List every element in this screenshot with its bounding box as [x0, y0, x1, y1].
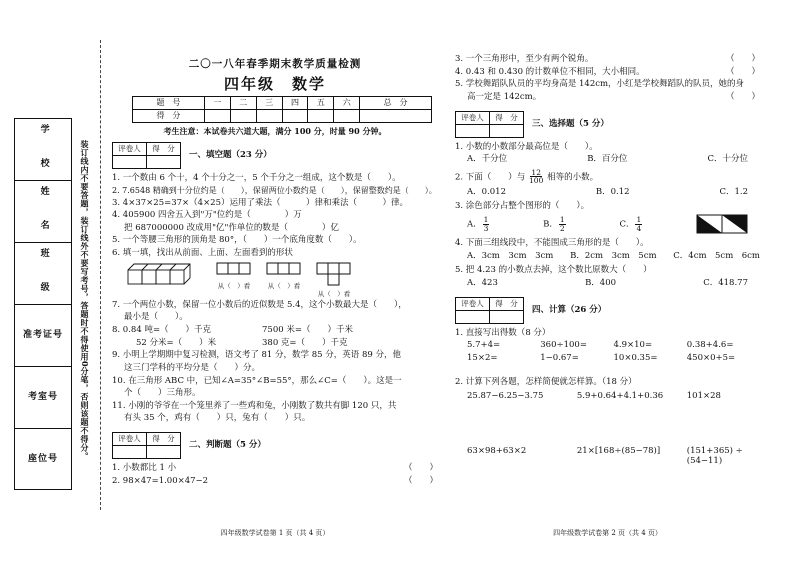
- judge-question: 1. 小数都比 1 小 （ ）: [112, 463, 438, 473]
- score-cell[interactable]: [256, 109, 282, 122]
- judge-question: 2. 98×47=1.00×47−2 （ ）: [112, 475, 438, 486]
- binding-dashed-line: [100, 40, 101, 510]
- option[interactable]: B．0.12: [595, 186, 630, 197]
- cube-figure: [126, 262, 202, 298]
- grader-table: 评卷人 得 分: [455, 111, 524, 138]
- option[interactable]: B．400: [585, 277, 617, 288]
- question: 4. 405900 四舍五入到"万"位约是（ ）万: [112, 210, 302, 221]
- answer-paren[interactable]: （ ）: [725, 54, 760, 64]
- calc-row: 25.87−6.25−3.75 5.9+0.64+4.1+0.36 101×28: [467, 391, 721, 401]
- score-cell[interactable]: [204, 109, 230, 122]
- question-cont: 个（ ）三角形。: [124, 388, 201, 399]
- binding-field-seat[interactable]: 座位号: [27, 454, 58, 465]
- option[interactable]: A．0.012: [467, 186, 506, 197]
- section-2-header: [112, 432, 438, 459]
- score-header-cell: 五: [308, 96, 334, 109]
- score-row-label: 得 分: [133, 109, 205, 122]
- option[interactable]: A．423: [467, 277, 498, 288]
- question: 2. 7.6548 精确到十分位约是（ ），保留两位小数约是（ ），保留整数约是（ ）。: [112, 185, 437, 195]
- score-cell[interactable]: [308, 109, 334, 122]
- exam-title: 二〇一八年春季期末教学质量检测: [188, 58, 362, 70]
- question-cont: 52 分米=（ ）米 380 克=（ ）千克: [136, 337, 348, 348]
- section-1-header: [112, 142, 438, 169]
- grader-table: 评卷人 得 分: [455, 297, 524, 324]
- question: 9. 小明上学期期中复习检测，语文考了 81 分，数学 85 分，英语 89 分，他: [112, 350, 401, 361]
- option[interactable]: A．3cm 3cm 3cm: [467, 250, 554, 261]
- view-top: 从（ ）看: [266, 262, 302, 298]
- question: 7. 一个两位小数，保留一位小数后的近似数是 5.4，这个小数最大是（ ），: [112, 299, 407, 310]
- score-cell[interactable]: [360, 109, 432, 122]
- view-left: 从（ ）看: [316, 262, 352, 298]
- option[interactable]: C．418.77: [703, 277, 748, 288]
- option[interactable]: C．4cm 5cm 6cm: [673, 250, 760, 261]
- score-header-cell: 六: [334, 96, 360, 109]
- binding-info-table: [14, 118, 72, 490]
- calc-subheading: 2. 计算下列各题，怎样简便就怎样算。（18 分）: [455, 377, 637, 388]
- section-title: 四、计算（26 分）: [532, 304, 607, 315]
- judge-question: 5. 学校舞蹈队队员的平均身高是 142cm，小红是学校舞蹈队的队员，她的身: [455, 79, 745, 90]
- section-title: 二、判断题（5 分）: [189, 440, 266, 451]
- shaded-figure-icon: [696, 214, 748, 234]
- judge-question: 3. 一个三角形中，至少有两个锐角。 （ ）: [455, 54, 760, 64]
- page-footer: 四年级数学试卷第 1 页（共 4 页）: [220, 529, 330, 538]
- option[interactable]: B．2cm 3cm 5cm: [570, 250, 657, 261]
- score-cell[interactable]: [282, 109, 308, 122]
- calc-row: 15×2= 1−0.67= 10×0.35= 450×0+5=: [467, 352, 736, 363]
- page-two: [455, 52, 760, 538]
- option[interactable]: C．十分位: [707, 154, 748, 165]
- answer-paren[interactable]: （ ）: [725, 66, 760, 77]
- choice-question: 2. 下面（ ）与 $\frac{12}{100}$ 相等的小数。: [455, 167, 599, 186]
- grade-title: 四年级 数学: [223, 75, 326, 94]
- binding-field-school[interactable]: 学 校: [15, 119, 71, 181]
- question-cont: 最小是（ ）。: [124, 312, 188, 323]
- score-cell[interactable]: [230, 109, 256, 122]
- option[interactable]: C． $\frac{1}{4}$: [619, 215, 642, 233]
- binding-field-room[interactable]: 考室号: [15, 367, 71, 429]
- binding-field-name[interactable]: 姓 名: [15, 181, 71, 243]
- score-table: [132, 96, 432, 123]
- calc-row: 63×98+63×2 21×[168÷(85−78)] (151+365) ÷ (54−11): [467, 445, 743, 467]
- binding-field-class[interactable]: 班 级: [15, 243, 71, 305]
- option[interactable]: B． $\frac{1}{2}$: [543, 215, 565, 233]
- option[interactable]: A． $\frac{1}{3}$: [467, 215, 489, 233]
- judge-question: 4. 0.43 和 0.430 的计数单位不相同，大小相同。 （ ）: [455, 66, 760, 77]
- exam-note: 考生注意：本试卷共六道大题，满分 100 分，时量 90 分钟。: [163, 125, 387, 136]
- option[interactable]: A．千分位: [467, 154, 508, 165]
- choice-question: 5. 把 4.23 的小数点去掉，这个数比原数大（ ）: [455, 265, 652, 276]
- choice-options: [455, 214, 760, 234]
- question: 10. 在三角形 ABC 中，已知∠A=35°∠B=55°，那么∠C=（ ）。这是一: [112, 375, 402, 386]
- binding-field-exam-id[interactable]: 准考证号: [15, 305, 71, 367]
- calc-row: 5.7+4= 360÷100= 4.9×10= 0.38+4.6=: [467, 340, 734, 351]
- choice-options: [455, 154, 760, 165]
- view-shapes: [126, 262, 438, 298]
- question: 8. 0.84 吨=（ ）千克 7500 米=（ ）千米: [112, 325, 353, 335]
- score-header-cell: 总 分: [360, 96, 432, 109]
- page-footer: 四年级数学试卷第 2 页（共 4 页）: [553, 529, 662, 538]
- choice-options: [455, 187, 760, 198]
- choice-options: [455, 251, 760, 262]
- answer-paren[interactable]: （ ）: [403, 475, 438, 486]
- choice-options: [455, 278, 760, 289]
- score-header-cell: 一: [204, 96, 230, 109]
- score-header-cell: 四: [282, 96, 308, 109]
- view-front: 从（ ）看: [216, 262, 252, 298]
- answer-paren[interactable]: （ ）: [725, 91, 760, 102]
- choice-question: 3. 涂色部分占整个图形的（ ）。: [455, 201, 590, 212]
- fraction: $\frac{12}{100}$: [529, 167, 544, 186]
- page-one: [112, 58, 438, 538]
- section-title: 一、填空题（23 分）: [189, 150, 272, 161]
- calc-subheading: 1. 直接写出得数（8 分）: [455, 327, 551, 338]
- grader-table: 评卷人 得 分: [112, 432, 181, 459]
- section-4-header: [455, 297, 760, 324]
- judge-question-cont: 高一定是 142cm。 （ ）: [467, 91, 760, 102]
- question: 11. 小刚的爷爷在一个笼里养了一些鸡和兔，小刚数了数共有脚 120 只，共: [112, 400, 397, 411]
- question-cont: 把 687000000 改成用"亿"作单位的数是（ ）亿: [124, 222, 339, 233]
- choice-question: 1. 小数的小数部分最高位是（ ）。: [455, 141, 598, 152]
- score-header-cell: 二: [230, 96, 256, 109]
- option[interactable]: C．1.2: [719, 186, 748, 197]
- section-title: 三、选择题（5 分）: [532, 118, 609, 129]
- question: 3. 4×37×25=37×（4×25）运用了乘法（ ）律和乘法（ ）律。: [112, 197, 409, 208]
- section-3-header: [455, 111, 760, 138]
- binding-note: 装订线内不要答题，装订线外不要写考号，答题时不得使用0分笔，否则该题不得分。: [80, 139, 90, 461]
- question: 6. 填一填，找出从前面、上面、左面看到的形状: [112, 248, 293, 258]
- question-cont: 这三门学科的平均分是（ ）分。: [124, 362, 261, 373]
- answer-paren[interactable]: （ ）: [403, 463, 438, 473]
- cube-icon: [126, 262, 202, 286]
- score-cell[interactable]: [334, 109, 360, 122]
- question: 5. 一个等腰三角形的顶角是 80°，（ ）一个底角度数（ ）。: [112, 235, 362, 246]
- score-header-cell: 三: [256, 96, 282, 109]
- question: 1. 一个数由 6 个十，4 个十分之一，5 个千分之一组成，这个数是（ ）。: [112, 172, 401, 183]
- score-header-cell: 题 号: [133, 96, 205, 109]
- option[interactable]: B．百分位: [587, 154, 628, 165]
- grader-table: 评卷人 得 分: [112, 142, 181, 169]
- choice-question: 4. 下面三组线段中，不能围成三角形的是（ ）。: [455, 238, 649, 248]
- question-cont: 有头 35 个，鸡有（ ）只，兔有（ ）只。: [124, 413, 311, 424]
